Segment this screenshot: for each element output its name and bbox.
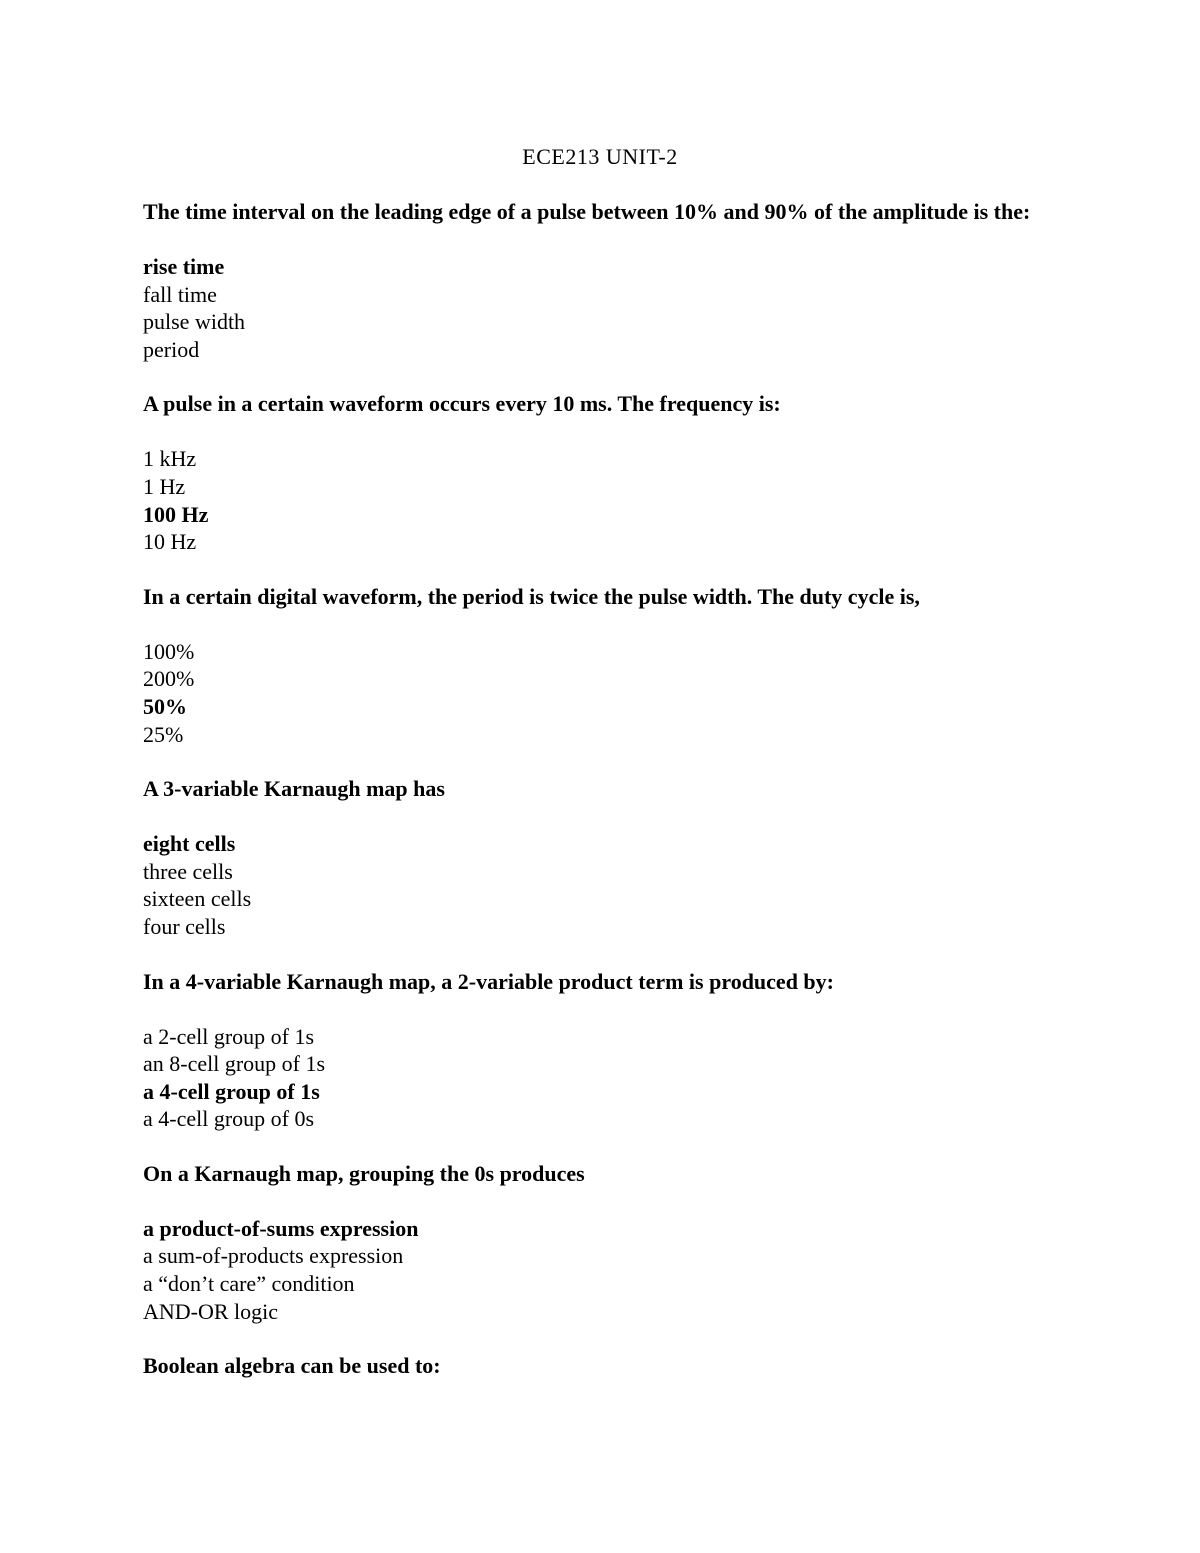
question-text: Boolean algebra can be used to: [143,1353,441,1379]
answer-option: four cells [143,913,226,939]
question-text: The time interval on the leading edge of a pulse between 10% and 90% of the amplitude is the: [143,199,1031,224]
answer-option-correct: eight cells [143,831,236,857]
answer-option: pulse width [143,309,246,335]
answer-option: 25% [143,721,184,747]
answer-option: a “don’t care” condition [143,1271,355,1297]
answer-option: an 8-cell group of 1s [143,1051,326,1077]
option-list [143,445,1058,555]
answer-option: AND-OR logic [143,1298,279,1324]
answer-option: 200% [143,666,195,692]
answer-option-correct: rise time [143,254,225,279]
answer-option-correct: 100 Hz [143,501,209,527]
answer-option: sixteen cells [143,886,252,912]
option-list [143,1023,1058,1133]
option-list [143,830,1058,940]
answer-option: three cells [143,858,233,884]
question-list [143,198,1058,1407]
answer-option: 10 Hz [143,529,197,555]
question-text: In a 4-variable Karnaugh map, a 2-variable product term is produced by: [143,968,834,994]
answer-option: fall time [143,281,217,307]
question-text: A 3-variable Karnaugh map has [143,776,445,802]
question-text: On a Karnaugh map, grouping the 0s produces [143,1160,585,1186]
answer-option-correct: 50% [143,693,187,719]
document-title: ECE213 UNIT-2 [522,144,678,169]
question-text: In a certain digital waveform, the period is twice the pulse width. The duty cycle is, [143,583,920,609]
option-list [143,253,1058,363]
option-list [143,638,1058,748]
answer-option: a 2-cell group of 1s [143,1023,315,1049]
answer-option: 1 Hz [143,473,186,499]
question-text: A pulse in a certain waveform occurs every 10 ms. The frequency is: [143,391,781,417]
answer-option-correct: a product-of-sums expression [143,1215,419,1241]
answer-option: 1 kHz [143,446,197,472]
answer-option: a sum-of-products expression [143,1243,404,1269]
answer-option: 100% [143,638,195,664]
answer-option: a 4-cell group of 0s [143,1106,315,1132]
answer-option-correct: a 4-cell group of 1s [143,1078,320,1104]
answer-option: period [143,336,200,362]
option-list [143,1215,1058,1325]
